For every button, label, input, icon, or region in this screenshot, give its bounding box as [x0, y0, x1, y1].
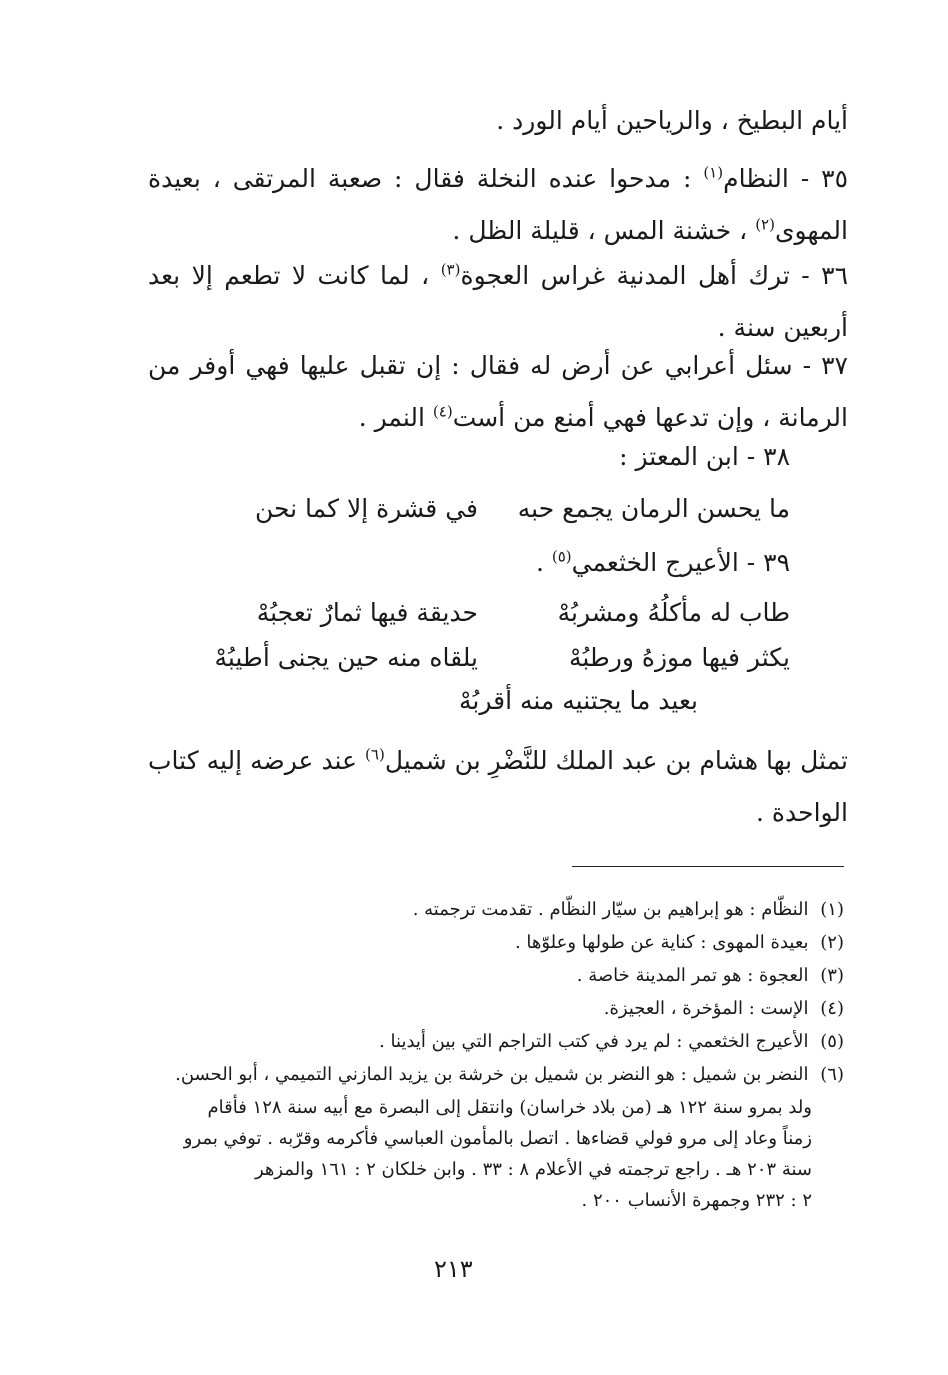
footnote-ref: (١) [703, 163, 724, 182]
footnote-6 [138, 1059, 844, 1090]
item-number: ٣٥ - [800, 164, 848, 193]
footnote-text: الأعيرج الخثعمي : لم يرد في كتب التراجم التي بين أيدينا . [379, 1031, 809, 1052]
text-content: أيام البطيخ ، والرياحين أيام الورد . [496, 106, 848, 135]
verse-39-line2-hemistich-2 [214, 643, 478, 672]
footnote-divider [572, 866, 844, 867]
verse-38-hemistich-1 [518, 494, 790, 523]
footnote-number: (٦) [820, 1064, 844, 1085]
verse-39-line1-hemistich-1 [558, 598, 790, 627]
verse-38-hemistich-2 [255, 494, 478, 523]
paragraph-closing [148, 735, 848, 839]
text-content: كتاب الواحدة . [148, 746, 848, 827]
text-content: ابن المعتز : [619, 442, 739, 471]
footnote-number: (٤) [820, 998, 844, 1019]
footnote-number: (٥) [820, 1031, 844, 1052]
footnote-ref: (٢) [755, 215, 775, 234]
text-content: النمر . [358, 403, 425, 432]
footnote-number: (٢) [820, 932, 844, 953]
footnote-text: النظّام : هو إبراهيم بن سيّار النظّام . تقدمت ترجمته . [412, 899, 809, 920]
text-content: ، لما كانت لا تطعم إلا [191, 261, 430, 290]
footnote-2 [138, 927, 844, 958]
footnote-text: العجوة : هو تمر المدينة خاصة . [576, 965, 809, 986]
footnote-ref: (٦) [365, 745, 385, 764]
text-content: بعد أربعين سنة . [148, 261, 848, 342]
footnote-line: ٢ : ٢٣٢ وجمهرة الأنساب ٢٠٠ . [581, 1190, 812, 1211]
footnote-text: النضر بن شميل : هو النضر بن شميل بن خرشة بن يزيد المازني التميمي ، أبو الحسن. [175, 1064, 809, 1085]
item-number: ٣٩ - [746, 548, 790, 577]
text-content: عند عرضه إليه [206, 746, 358, 775]
footnote-number: (١) [820, 899, 844, 920]
paragraph-36 [148, 250, 848, 354]
verse-text: يكثر فيها موزهُ ورطبُهْ [568, 643, 790, 672]
verse-text: بعيد ما يجتنيه منه أقربُهْ [458, 686, 698, 715]
heading-39 [536, 548, 790, 577]
page-number: ٢١٣ [434, 1255, 473, 1283]
item-number: ٣٧ - [802, 351, 848, 380]
footnote-number: (٣) [820, 965, 844, 986]
footnote-ref: (٤) [432, 402, 453, 421]
paragraph-35 [148, 153, 848, 257]
verse-39-line3 [459, 686, 698, 715]
text-content: . [535, 548, 544, 577]
text-content: الرمانة ، وإن تدعها فهي أمنع من أست [452, 403, 848, 432]
verse-text: ما يحسن الرمان يجمع حبه [517, 494, 790, 523]
footnote-line: زمناً وعاد إلى مرو فولي قضاءها . اتصل بالمأمون العباسي فأكرمه وقرّبه . توفي بمرو [183, 1128, 812, 1149]
verse-39-line1-hemistich-2 [257, 598, 478, 627]
item-number: ٣٨ - [746, 442, 790, 471]
text-content: النظام [723, 164, 789, 193]
text-content: سئل أعرابي عن أرض له فقال : إن تقبل عليها فهي أوفر من [148, 351, 793, 380]
footnote-ref: (٥) [551, 547, 572, 566]
text-content: ترك أهل المدنية غراس العجوة [460, 261, 790, 290]
footnote-3 [138, 960, 844, 991]
verse-text: في قشرة إلا كما نحن [254, 494, 478, 523]
footnote-text: الإست : المؤخرة ، العجيزة. [603, 998, 809, 1019]
footnote-4 [138, 993, 844, 1024]
verse-39-line2-hemistich-1 [569, 643, 790, 672]
footnote-line: ولد بمرو سنة ١٢٢ هـ (من بلاد خراسان) وانتقل إلى البصرة مع أبيه سنة ١٢٨ فأقام [207, 1097, 812, 1118]
footnote-line: سنة ٢٠٣ هـ . راجع ترجمته في الأعلام ٨ : ٣٣ . وابن خلكان ٢ : ١٦١ والمزهر [254, 1159, 812, 1180]
paragraph-37 [148, 340, 848, 444]
text-content: المهوى [774, 216, 848, 245]
text-content: الأعيرج الخثعمي [571, 548, 739, 577]
verse-text: طاب له مأكلُهُ ومشربُهْ [557, 598, 790, 627]
footnote-5 [138, 1026, 844, 1057]
text-line-top [496, 106, 848, 135]
footnote-ref: (٣) [440, 260, 461, 279]
heading-38 [619, 442, 790, 471]
verse-text: يلقاه منه حين يجنى أطيبُهْ [214, 643, 478, 672]
text-content: تمثل بها هشام بن عبد الملك للنَّضْرِ بن شميل [384, 746, 848, 775]
verse-text: حديقة فيها ثمارٌ تعجبُهْ [256, 598, 478, 627]
footnote-6-continuation [136, 1092, 812, 1216]
footnote-text: بعيدة المهوى : كناية عن طولها وعلوّها . [514, 932, 809, 953]
text-content: : مدحوا عنده النخلة فقال : صعبة المرتقى ، بعيدة [148, 164, 692, 193]
item-number: ٣٦ - [801, 261, 849, 290]
footnote-1 [138, 894, 844, 925]
text-content: ، خشنة المس ، قليلة الظل . [452, 216, 748, 245]
